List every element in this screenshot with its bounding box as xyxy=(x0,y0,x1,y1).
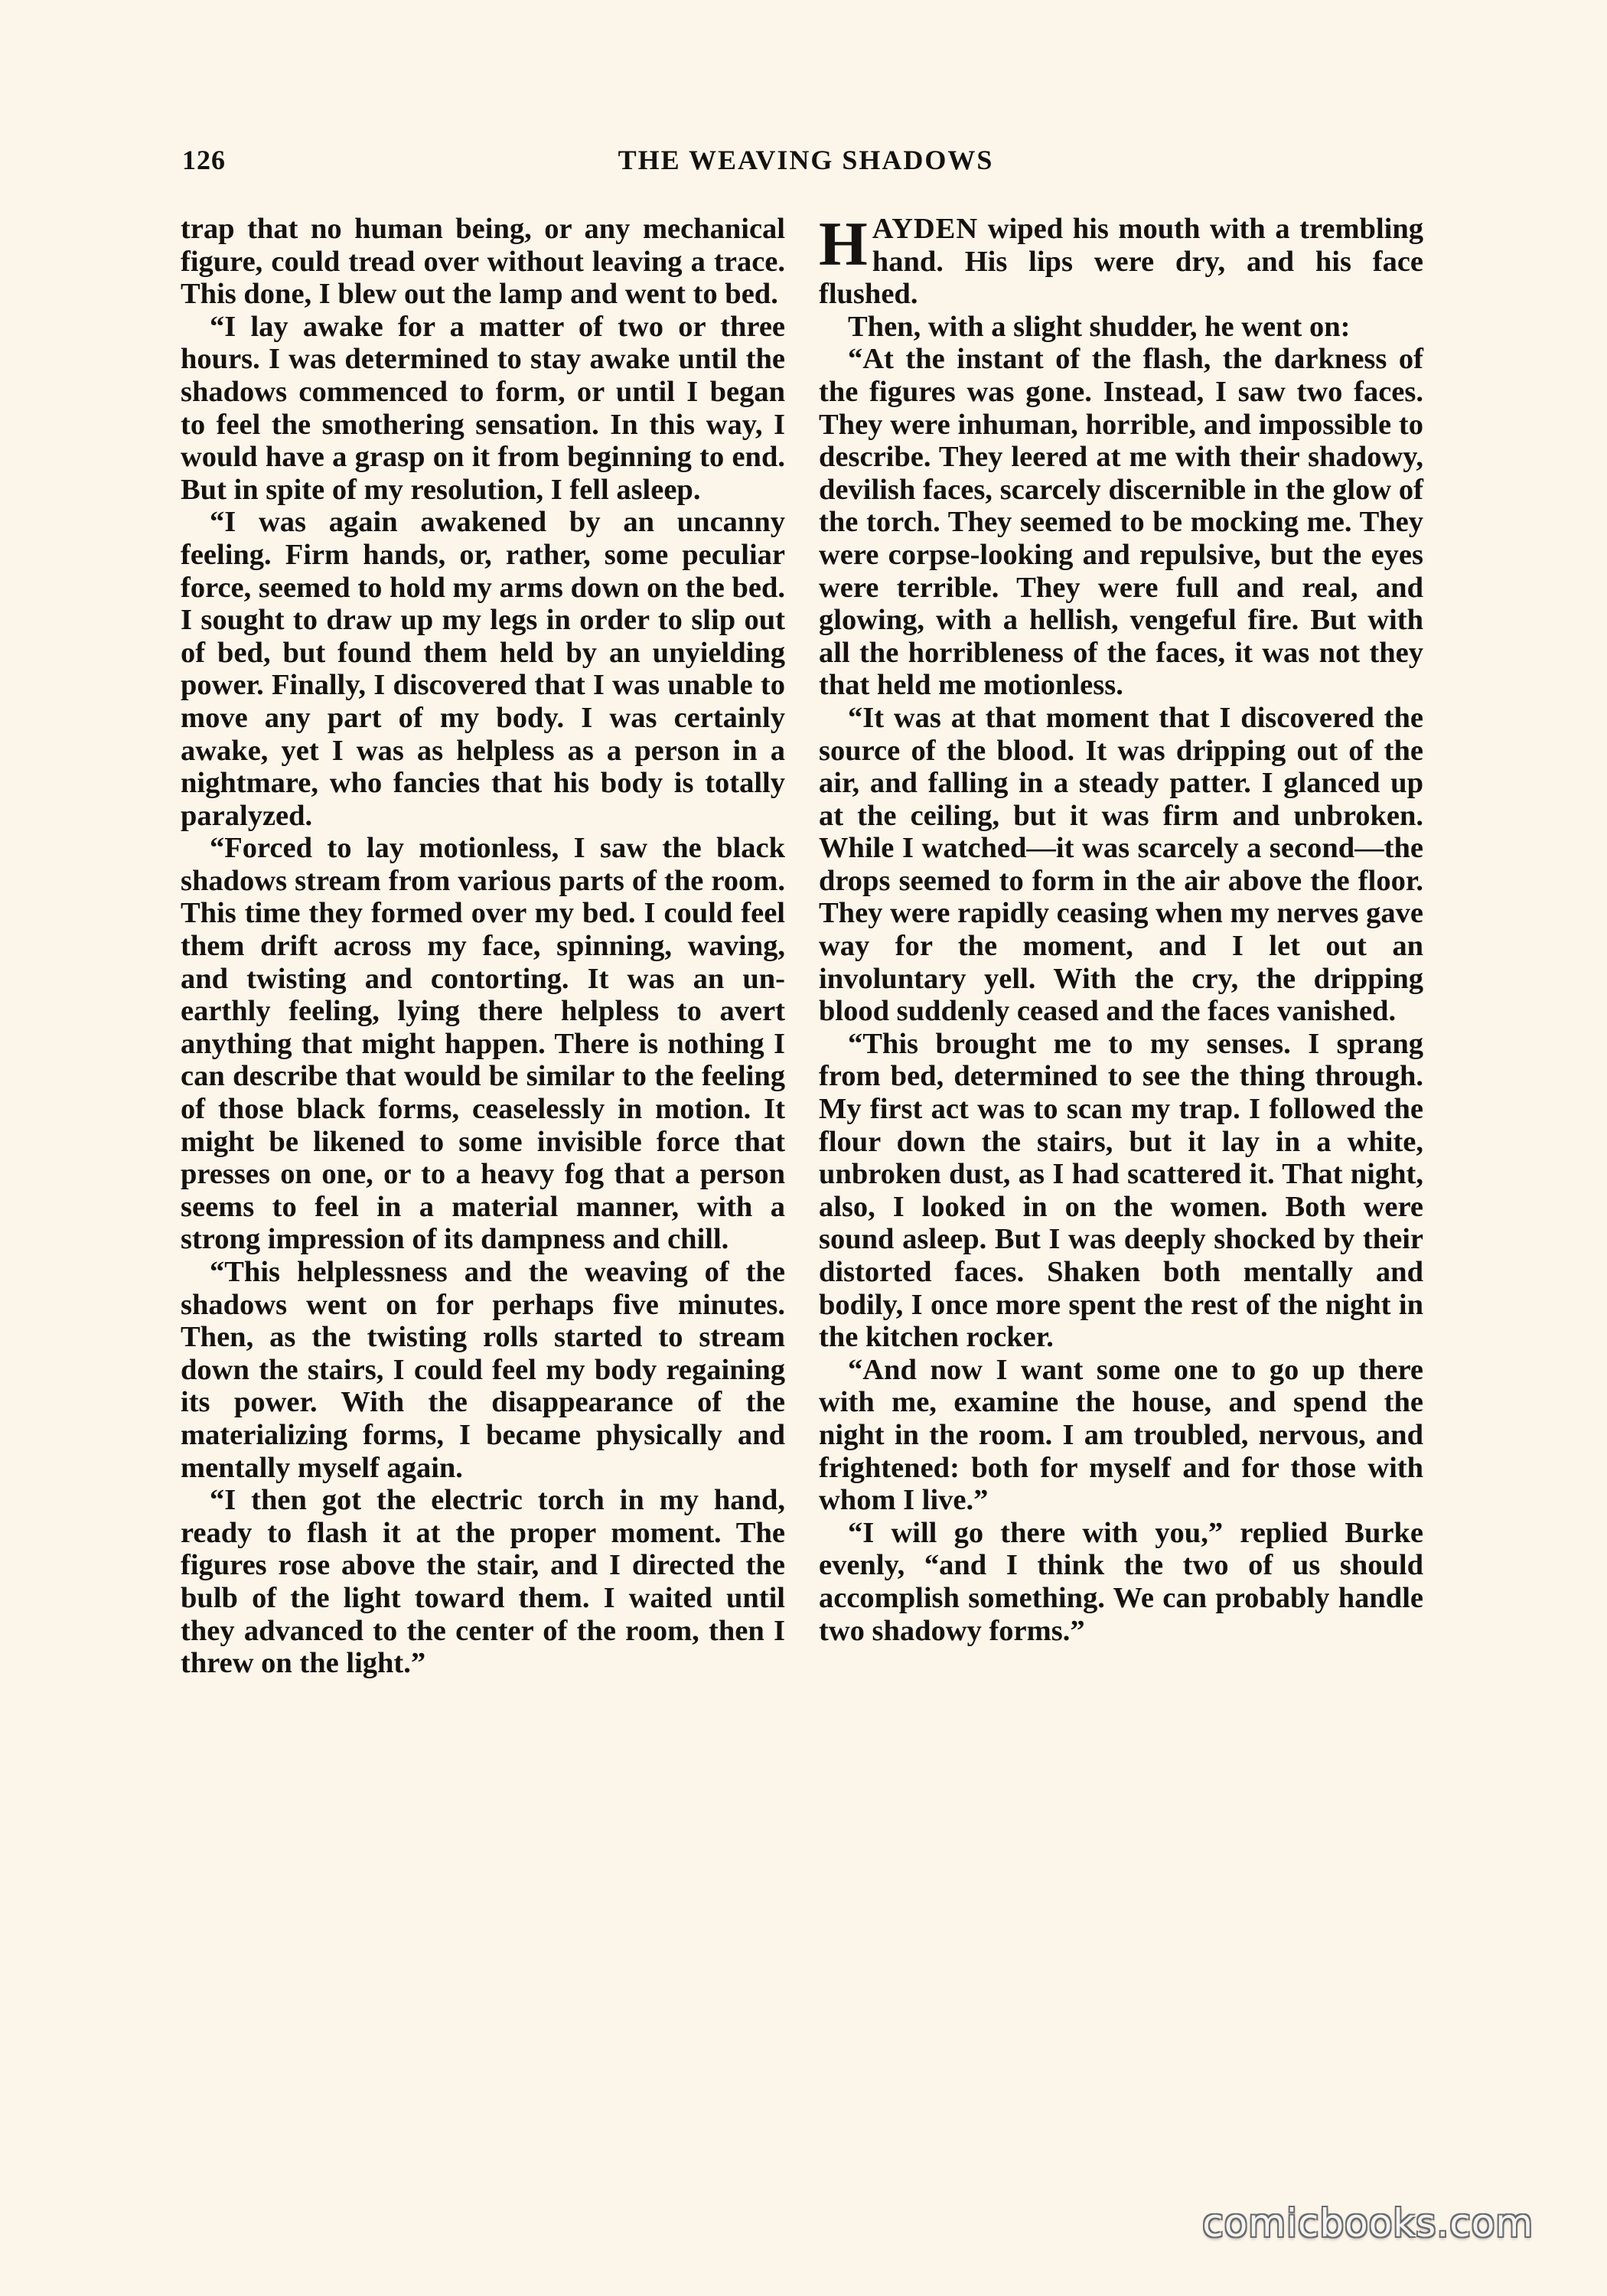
paragraph: “This helplessness and the weaving of the shadows went on for perhaps five minutes. Then, as the twisting rolls started to stream down the stairs, I could feel my body regaining its power. With the disappearance of the materializing forms, I became physically and mentally myself again. xyxy=(181,1256,785,1484)
paragraph: “It was at that moment that I discovered the source of the blood. It was dripping out of the air, and falling in a steady patter. I glanced up at the ceiling, but it was firm and unbroken. While I watched—it was scarcely a second—the drops seemed to form in the air above the floor. They were rapidly ceasing when my nerves gave way for the moment, and I let out an involuntary yell. With the cry, the dripping blood suddenly ceased and the faces vanished. xyxy=(819,701,1423,1028)
site-watermark: comicbooks.com xyxy=(1202,2201,1534,2245)
paragraph: “At the instant of the flash, the darkness of the figures was gone. Instead, I saw two faces. They were inhuman, horrible, and impossible to describe. They leered at me with their shadowy, devilish faces, scarcely discernible in the glow of the torch. They seemed to be mocking me. They were corpse-looking and repulsive, but the eyes were terrible. They were full and real, and glowing, with a hellish, vengeful fire. But with all the horribleness of the faces, it was not they that held me motionless. xyxy=(819,343,1423,702)
opener-caps: AYDEN xyxy=(872,213,979,245)
section-opener xyxy=(819,209,1423,311)
paragraph: “This brought me to my senses. I sprang from bed, determined to see the thing through. My first act was to scan my trap. I followed the flour down the stairs, but it lay in a white, unbroken dust, as I had scattered it. That night, also, I looked in on the women. Both were sound asleep. But I was deeply shocked by their distorted faces. Shaken both mentally and bodily, I once more spent the rest of the night in the kitchen rocker. xyxy=(819,1027,1423,1354)
opener-text: wiped his mouth with a trembling hand. His lips were dry, and his face flushed. xyxy=(819,213,1423,311)
running-title: THE WEAVING SHADOWS xyxy=(618,145,994,175)
paragraph: trap that no human being, or any mechanical figure, could tread over without leaving a trace. This done, I blew out the lamp and went to bed. xyxy=(181,213,785,311)
page-number: 126 xyxy=(182,145,226,175)
paragraph: Then, with a slight shudder, he went on: xyxy=(848,310,1351,343)
paragraph: “I will go there with you,” replied Burke evenly, “and I think the two of us should accomplish something. We can probably handle two shadowy forms.” xyxy=(819,1516,1423,1647)
left-column xyxy=(181,213,785,1680)
paragraph: “And now I want some one to go up there with me, examine the house, and spend the night in the room. I am troubled, nervous, and frightened: both for myself and for those with whom I live.” xyxy=(819,1353,1423,1517)
right-column xyxy=(819,209,1423,1647)
paragraph: “I was again awakened by an uncanny feeling. Firm hands, or, rather, some peculiar force, seemed to hold my arms down on the bed. I sought to draw up my legs in order to slip out of bed, but found them held by an unyielding power. Finally, I discovered that I was unable to move any part of my body. I was certainly awake, yet I was as helpless as a person in a nightmare, who fancies that his body is totally paralyzed. xyxy=(181,506,785,832)
paragraph: “I then got the electric torch in my hand, ready to flash it at the proper moment. The figures rose above the stair, and I directed the bulb of the light toward them. I waited until they advanced to the center of the room, then I threw on the light.” xyxy=(181,1484,785,1680)
paragraph: “Forced to lay motionless, I saw the black shadows stream from various parts of the room. This time they formed over my bed. I could feel them drift across my face, spinning, waving, and twisting and contorting. It was an unearthly feeling, lying there helpless to avert anything that might happen. There is nothing I can describe that would be similar to the feeling of those black forms, ceaselessly in motion. It might be likened to some invisible force that presses on one, or to a heavy fog that a person seems to feel in a material manner, with a strong impression of its dampness and chill. xyxy=(181,832,785,1256)
drop-cap: H xyxy=(819,209,868,279)
paragraph: “I lay awake for a matter of two or three hours. I was determined to stay awake until the shadows commenced to form, or until I began to feel the smothering sensation. In this way, I would have a grasp on it from beginning to end. But in spite of my resolution, I fell asleep. xyxy=(181,310,785,506)
running-header xyxy=(182,144,1429,190)
